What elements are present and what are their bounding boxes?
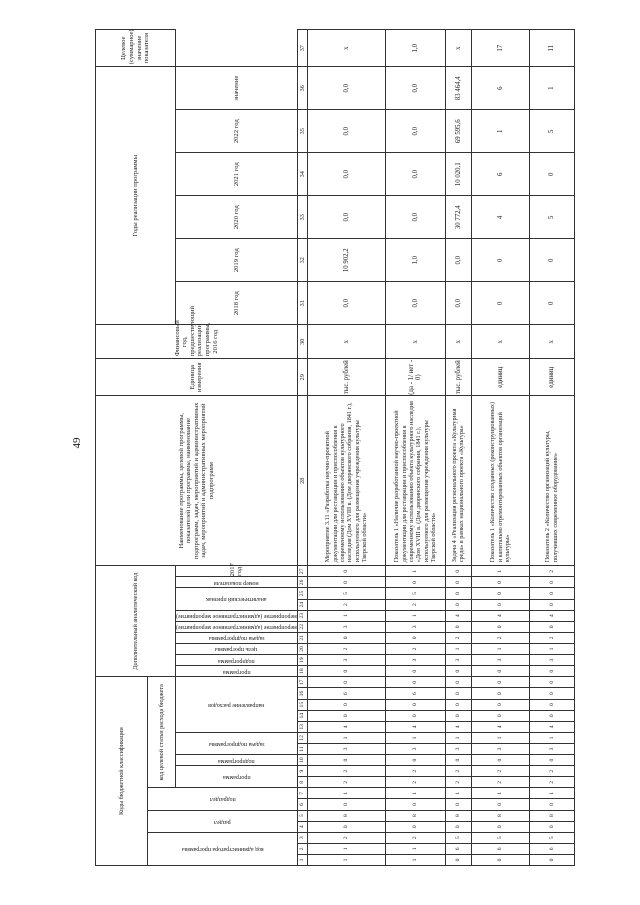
header-code-col-label: номер показателя	[214, 579, 259, 586]
code-cell: 0	[385, 821, 445, 832]
code-cell: 1	[445, 643, 471, 654]
code-cell: 3	[529, 743, 574, 754]
column-number: 3	[297, 832, 307, 843]
row-total: х	[307, 30, 385, 67]
code-cell: 1	[471, 643, 529, 654]
rotated-landscape-table	[95, 29, 559, 866]
column-number: 2	[297, 843, 307, 854]
page-number: 49	[71, 437, 83, 449]
row-year-value: 6	[471, 67, 529, 110]
header-code-section	[148, 810, 298, 832]
column-number: 4	[297, 821, 307, 832]
row-year-value: 10 020,1	[445, 153, 471, 196]
code-cell: 0	[445, 588, 471, 599]
code-cell: 2	[529, 777, 574, 788]
code-cell: 1	[385, 610, 445, 621]
header-code-col-label: задача подпрограммы	[208, 740, 265, 747]
row-unit: единиц	[471, 359, 529, 396]
header-additional-code: Дополнительный аналитический код	[96, 566, 176, 677]
column-number: 27	[297, 566, 307, 577]
code-cell: 5	[529, 832, 574, 843]
header-code-col-label: программа	[222, 774, 251, 781]
code-cell: 0	[471, 755, 529, 766]
table-row	[529, 30, 574, 866]
program-table	[95, 29, 575, 866]
row-total: 17	[471, 30, 529, 67]
row-year-value: 0,0	[445, 239, 471, 282]
code-cell: 3	[307, 655, 385, 666]
header-code-col-13	[176, 610, 298, 621]
header-program-name: Наименование программы, целевой программы, показателей цели программы, наименование подпрограмм, задач, мероприятий и административных задач, мероприятий и административных мероприятий подпрограмм	[96, 396, 298, 566]
code-cell: 0	[529, 599, 574, 610]
header-code-col-label: подпрограмма	[218, 657, 255, 664]
code-cell: 3	[385, 655, 445, 666]
code-cell: 0	[471, 666, 529, 677]
column-number: 23	[297, 610, 307, 621]
code-cell: 0	[307, 699, 385, 710]
row-unit: единиц	[529, 359, 574, 396]
code-cell: 0	[445, 599, 471, 610]
code-cell: 0	[471, 799, 529, 810]
code-cell: 0	[529, 588, 574, 599]
code-cell: 0	[529, 799, 574, 810]
column-number: 15	[297, 699, 307, 710]
row-name: Показатель 2 «Количество организаций культуры, получивших современное оборудование»	[529, 396, 574, 566]
row-year-value: 0	[529, 153, 574, 196]
column-number: 7	[297, 788, 307, 799]
row-year-value: 0	[471, 282, 529, 325]
row-unit: (да - 1/ нет - 0)	[385, 359, 445, 396]
code-cell: 5	[307, 588, 385, 599]
code-cell: 0	[445, 577, 471, 588]
code-cell: 2	[529, 632, 574, 643]
column-number: 17	[297, 677, 307, 688]
code-cell: 0	[445, 699, 471, 710]
code-cell: 8	[445, 810, 471, 821]
row-year-value: 30 772,4	[445, 196, 471, 239]
code-cell: 1	[385, 566, 445, 577]
code-cell: 1	[445, 788, 471, 799]
header-code-col-label: программа	[222, 668, 251, 675]
code-cell: 3	[529, 655, 574, 666]
code-cell: 2	[471, 632, 529, 643]
row-name: Задача 4 «Реализация регионального проекта «Культурная среда» в рамках национального проекта «Культура»	[445, 396, 471, 566]
code-cell: 1	[385, 843, 445, 854]
code-cell: 0	[445, 854, 471, 865]
code-cell: 4	[307, 721, 385, 732]
table-row	[445, 30, 471, 866]
code-cell: 0	[529, 699, 574, 710]
column-number: 24	[297, 599, 307, 610]
code-cell: 2	[385, 643, 445, 654]
column-number: 13	[297, 721, 307, 732]
code-cell: 0	[445, 666, 471, 677]
code-cell: 0	[471, 677, 529, 688]
row-year-value: 1	[529, 67, 574, 110]
row-year-value: 5	[529, 196, 574, 239]
column-number: 5	[297, 810, 307, 821]
row-total: х	[445, 30, 471, 67]
code-cell: 0	[445, 677, 471, 688]
code-cell: 4	[445, 610, 471, 621]
column-number: 25	[297, 588, 307, 599]
code-cell: 0	[307, 755, 385, 766]
header-code-section-label: раздел	[214, 818, 231, 825]
code-cell: 0	[445, 799, 471, 810]
code-cell: 0	[529, 677, 574, 688]
code-cell: 4	[529, 610, 574, 621]
code-cell: 6	[445, 843, 471, 854]
code-cell: 5	[385, 588, 445, 599]
code-cell: 0	[445, 710, 471, 721]
row-year-value: 0,0	[307, 153, 385, 196]
code-cell: 2	[307, 599, 385, 610]
row-year-value: 6	[471, 153, 529, 196]
code-cell: 4	[529, 721, 574, 732]
code-cell: 1	[307, 732, 385, 743]
code-cell: 2	[445, 632, 471, 643]
code-cell: 0	[445, 621, 471, 632]
code-cell: 3	[471, 655, 529, 666]
row-name: Показатель 1 «Количество созданных (реконструированных) и капитально отремонтированных объектов организаций культуры»	[471, 396, 529, 566]
code-cell: 3	[445, 743, 471, 754]
header-value-word: значение	[176, 67, 298, 110]
code-cell: 1	[385, 732, 445, 743]
column-number: 31	[297, 282, 307, 325]
code-cell: 1	[307, 854, 385, 865]
column-number: 1	[297, 854, 307, 865]
code-cell: 0	[445, 821, 471, 832]
header-code-col-6	[176, 732, 298, 754]
code-cell: 0	[471, 688, 529, 699]
header-code-col-label: мероприятие (административное мероприятие)	[176, 624, 297, 631]
code-cell: 2	[471, 766, 529, 777]
header-years-title: Годы реализации программы	[96, 67, 176, 325]
code-cell: 0	[529, 666, 574, 677]
code-cell: 0	[307, 577, 385, 588]
header-code-col-label: аналитический признак	[206, 596, 267, 603]
header-code-col-14	[176, 588, 298, 610]
code-cell: 3	[307, 743, 385, 754]
code-cell: 0	[385, 799, 445, 810]
code-cell: 6	[529, 843, 574, 854]
code-cell: 0	[385, 577, 445, 588]
column-number: 16	[297, 688, 307, 699]
header-year-4: 2020 год	[176, 196, 298, 239]
column-number: 29	[297, 359, 307, 396]
code-cell: 0	[307, 799, 385, 810]
header-code-col-15	[176, 577, 298, 588]
column-number: 20	[297, 643, 307, 654]
code-cell: 3	[307, 621, 385, 632]
column-number: 21	[297, 632, 307, 643]
row-year-value: 0,0	[385, 67, 445, 110]
row-year-value: 1,0	[385, 239, 445, 282]
column-number: 18	[297, 666, 307, 677]
column-number: 37	[297, 30, 307, 67]
code-cell: 6	[307, 688, 385, 699]
header-code-col-7	[176, 677, 298, 733]
table-row	[307, 30, 385, 866]
code-cell: 0	[529, 821, 574, 832]
header-code-col-4	[176, 766, 298, 788]
code-cell: 0	[471, 699, 529, 710]
code-cell: 8	[307, 810, 385, 821]
row-year-value: 0,0	[307, 282, 385, 325]
header-code-admin	[148, 832, 298, 865]
code-cell: 0	[471, 710, 529, 721]
code-cell: 1	[307, 610, 385, 621]
column-number: 14	[297, 710, 307, 721]
column-number: 33	[297, 196, 307, 239]
code-cell: 0	[471, 854, 529, 865]
code-cell: 0	[529, 688, 574, 699]
code-cell: 1	[529, 788, 574, 799]
code-cell: 1	[471, 788, 529, 799]
code-cell: 1	[529, 732, 574, 743]
row-year-value: 0,0	[385, 153, 445, 196]
row-year-value: 1	[471, 110, 529, 153]
code-cell: 4	[385, 721, 445, 732]
code-cell: 4	[445, 721, 471, 732]
code-cell: 0	[307, 632, 385, 643]
row-base-year: х	[307, 325, 385, 359]
column-number: 22	[297, 621, 307, 632]
column-number: 10	[297, 755, 307, 766]
code-cell: 3	[471, 743, 529, 754]
row-year-value: 0	[529, 282, 574, 325]
code-cell: 8	[471, 810, 529, 821]
code-cell: 0	[307, 566, 385, 577]
code-cell: 0	[529, 621, 574, 632]
code-cell: 0	[385, 632, 445, 643]
code-cell: 0	[385, 710, 445, 721]
row-name: Мероприятие 3.11 «Разработка научно-проектной документации для реставрации и приспособления к современному использованию объектов культурного наследия (Дом XVIII в. (Дом дворянского собрания, 1841 г.), используемого для размещения учреждения культуры Тверской области»	[307, 396, 385, 566]
row-year-value: 5	[529, 110, 574, 153]
code-cell: 1	[529, 643, 574, 654]
code-cell: 2	[445, 766, 471, 777]
code-cell: 1	[445, 732, 471, 743]
header-code-col-label: цель программы	[215, 646, 258, 653]
code-cell: 0	[385, 755, 445, 766]
column-number: 8	[297, 777, 307, 788]
column-number: 35	[297, 110, 307, 153]
code-cell: 2	[529, 766, 574, 777]
code-cell: 0	[529, 854, 574, 865]
code-cell: 2	[307, 832, 385, 843]
code-cell: 1	[307, 843, 385, 854]
header-budget-codes: Коды бюджетной классификации	[96, 677, 148, 866]
column-number: 6	[297, 799, 307, 810]
code-cell: 0	[471, 577, 529, 588]
column-number: 11	[297, 743, 307, 754]
row-year-value: 0,0	[307, 110, 385, 153]
row-year-value: 4	[471, 196, 529, 239]
header-code-admin-label: код администратора программы	[181, 846, 264, 853]
code-cell: 0	[385, 699, 445, 710]
code-cell: 4	[471, 721, 529, 732]
code-cell: 0	[471, 621, 529, 632]
header-financial-year: Финансовый год, предшествующий реализации программы, 2016 год	[96, 325, 298, 359]
row-year-value: 0,0	[307, 67, 385, 110]
code-cell: 5	[445, 832, 471, 843]
code-cell: 0	[385, 677, 445, 688]
row-base-year: х	[385, 325, 445, 359]
row-year-value: 83 464,4	[445, 67, 471, 110]
row-total: 11	[529, 30, 574, 67]
code-cell: 0	[307, 677, 385, 688]
code-cell: 2	[307, 766, 385, 777]
column-number: 36	[297, 67, 307, 110]
code-cell: 2	[385, 766, 445, 777]
code-cell: 2	[307, 777, 385, 788]
header-code-col-5	[176, 755, 298, 766]
column-number: 32	[297, 239, 307, 282]
column-number: 30	[297, 325, 307, 359]
code-cell: 3	[385, 621, 445, 632]
row-base-year: х	[471, 325, 529, 359]
code-cell: 0	[471, 821, 529, 832]
column-number: 28	[297, 396, 307, 566]
row-year-value: 0,0	[385, 110, 445, 153]
code-cell: 0	[529, 755, 574, 766]
row-year-value: 10 902,2	[307, 239, 385, 282]
code-cell: 1	[307, 788, 385, 799]
header-code-col-label: задача подпрограммы	[208, 635, 265, 642]
code-cell: 1	[471, 732, 529, 743]
row-name: Показатель 1 «Наличие разработанной научно-проектной документации для реставрации и приспособления к современному использованию объекта культурного наследия «Дом XVIII в. (Дом дворянского собрания, 1841 г.), используемого для размещения учреждения культуры Тверской области»	[385, 396, 445, 566]
header-code-subsection-label: подраздел	[209, 796, 236, 803]
column-number: 19	[297, 655, 307, 666]
code-cell: 0	[307, 666, 385, 677]
header-code-col-11	[176, 632, 298, 643]
code-cell: 5	[471, 832, 529, 843]
code-cell: 2	[385, 777, 445, 788]
row-year-value: 0,0	[307, 196, 385, 239]
column-number: 26	[297, 577, 307, 588]
row-unit: тыс. рублей	[445, 359, 471, 396]
code-cell: 2	[385, 832, 445, 843]
header-unit: Единица измерения	[96, 359, 298, 396]
header-year-5: 2021 год	[176, 153, 298, 196]
code-cell: 3	[385, 743, 445, 754]
header-code-subsection	[148, 788, 298, 810]
header-year-2: 2018 год	[176, 282, 298, 325]
code-cell: 1	[385, 788, 445, 799]
code-cell: 0	[471, 588, 529, 599]
code-cell: 0	[307, 710, 385, 721]
row-year-value: 0	[471, 239, 529, 282]
row-base-year: х	[445, 325, 471, 359]
header-code-col-10	[176, 643, 298, 654]
code-cell: 2	[471, 777, 529, 788]
code-cell: 2	[445, 777, 471, 788]
table-row	[471, 30, 529, 866]
table-row	[385, 30, 445, 866]
code-cell: 0	[471, 599, 529, 610]
code-cell: 0	[445, 566, 471, 577]
code-cell: 0	[385, 666, 445, 677]
header-year-6: 2022 год	[176, 110, 298, 153]
code-cell: 2	[385, 599, 445, 610]
header-code-col-label: направление расходов	[208, 701, 265, 708]
row-year-value: 0	[529, 239, 574, 282]
header-code-col-12	[176, 621, 298, 632]
code-cell: 0	[307, 821, 385, 832]
header-code-col-label: подпрограмма	[218, 757, 255, 764]
code-cell: 8	[529, 810, 574, 821]
row-total: 1,0	[385, 30, 445, 67]
code-cell: 2	[529, 566, 574, 577]
code-cell: 2	[307, 643, 385, 654]
header-target-article: код целевой статьи расхода бюджета	[148, 677, 176, 788]
column-number: 9	[297, 766, 307, 777]
row-year-value: 69 595,6	[445, 110, 471, 153]
header-final-value: Целевое (суммарное) значение показателя	[96, 30, 176, 67]
code-cell: 0	[529, 710, 574, 721]
code-cell: 6	[385, 688, 445, 699]
code-cell: 1	[471, 566, 529, 577]
header-year-1: 2017 год	[176, 566, 298, 577]
program-table-sheet	[95, 29, 559, 866]
row-unit: тыс. рублей	[307, 359, 385, 396]
code-cell: 0	[529, 577, 574, 588]
code-cell: 1	[385, 854, 445, 865]
row-base-year: х	[529, 325, 574, 359]
column-number: 34	[297, 153, 307, 196]
code-cell: 8	[385, 810, 445, 821]
header-year-3: 2019 год	[176, 239, 298, 282]
row-year-value: 0,0	[385, 282, 445, 325]
header-code-col-label: мероприятие (административное мероприятие)	[176, 613, 297, 620]
row-year-value: 0,0	[445, 282, 471, 325]
code-cell: 6	[471, 843, 529, 854]
code-cell: 0	[445, 755, 471, 766]
code-cell: 0	[445, 688, 471, 699]
header-code-col-9	[176, 655, 298, 666]
row-year-value: 0,0	[385, 196, 445, 239]
code-cell: 4	[471, 610, 529, 621]
column-number: 12	[297, 732, 307, 743]
code-cell: 3	[445, 655, 471, 666]
header-code-col-8	[176, 666, 298, 677]
